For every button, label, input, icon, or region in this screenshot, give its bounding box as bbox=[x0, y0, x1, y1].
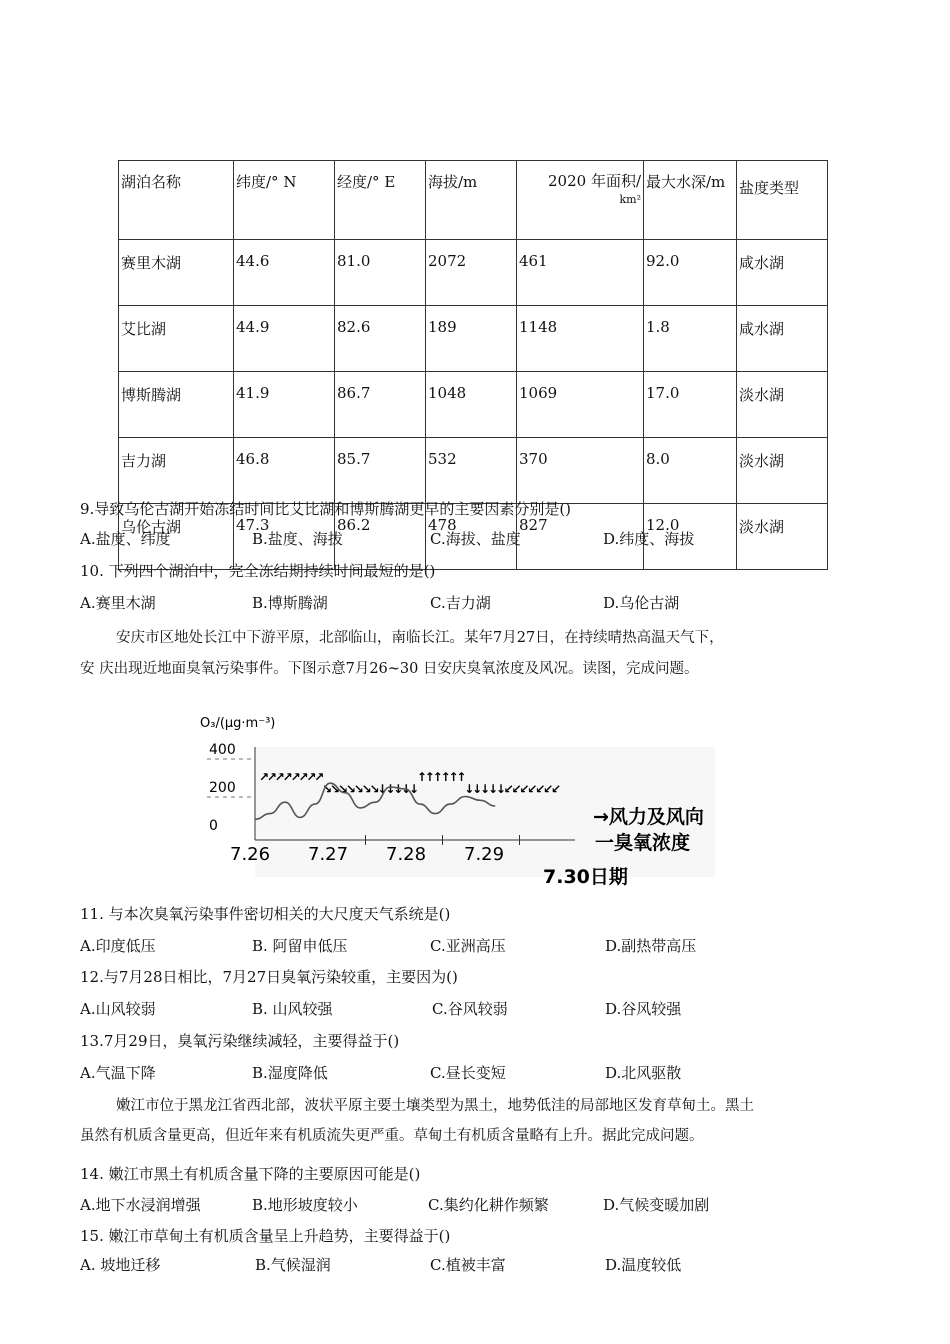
wind-arrow: ↙ bbox=[519, 782, 530, 796]
wind-arrow: ↓ bbox=[377, 782, 388, 796]
cell-altitude: 478 bbox=[426, 504, 517, 570]
header-area-line2: km² bbox=[619, 193, 641, 206]
x-tick-label: 7.26 bbox=[230, 844, 271, 865]
q11-option-a: A.印度低压 bbox=[80, 937, 156, 955]
header-area bbox=[517, 161, 644, 240]
y-tick-label: 0 bbox=[209, 818, 218, 834]
x-tick-label: 7.29 bbox=[464, 844, 505, 865]
wind-arrow: ↑ bbox=[456, 770, 467, 784]
q10-option-a: A.赛里木湖 bbox=[80, 594, 156, 612]
q11-option-d: D.副热带高压 bbox=[605, 937, 697, 955]
q13-option-d: D.北风驱散 bbox=[605, 1064, 682, 1082]
cell-longitude: 86.2 bbox=[335, 504, 426, 570]
cell-area: 1069 bbox=[517, 372, 644, 438]
cell-latitude: 46.8 bbox=[234, 438, 335, 504]
wind-arrow: ↑ bbox=[448, 770, 459, 784]
wind-arrow: ↓ bbox=[472, 782, 483, 796]
wind-arrow: ↘ bbox=[369, 782, 380, 796]
wind-arrow: ↙ bbox=[511, 782, 522, 796]
y-tick-label: 400 bbox=[209, 742, 236, 758]
q9-option-c: C.海拔、盐度 bbox=[430, 530, 521, 548]
table-header-row bbox=[119, 161, 828, 240]
cell-longitude: 82.6 bbox=[335, 306, 426, 372]
q9-option-b: B.盐度、海拔 bbox=[252, 530, 343, 548]
cell-max-depth: 8.0 bbox=[644, 438, 737, 504]
question-14-stem: 14. 嫩江市黑土有机质含量下降的主要原因可能是() bbox=[80, 1165, 421, 1183]
cell-area: 461 bbox=[517, 240, 644, 306]
cell-max-depth: 17.0 bbox=[644, 372, 737, 438]
wind-arrow: ↗ bbox=[314, 770, 325, 784]
cell-salinity: 淡水湖 bbox=[737, 372, 828, 438]
table-row bbox=[119, 372, 828, 438]
question-11-stem: 11. 与本次臭氧污染事件密切相关的大尺度天气系统是() bbox=[80, 905, 451, 923]
wind-arrow: ↘ bbox=[322, 782, 333, 796]
legend-ozone: 一臭氧浓度 bbox=[595, 832, 691, 854]
header-area-line1: 2020 年面积/ bbox=[548, 172, 641, 190]
q9-option-a: A.盐度、纬度 bbox=[80, 530, 171, 548]
x-tick-label: 7.27 bbox=[308, 844, 349, 865]
cell-lake-name: 艾比湖 bbox=[119, 306, 234, 372]
header-salinity: 盐度类型 bbox=[737, 161, 828, 240]
cell-salinity: 咸水湖 bbox=[737, 306, 828, 372]
q15-option-d: D.温度较低 bbox=[605, 1256, 682, 1274]
wind-arrow: ↗ bbox=[306, 770, 317, 784]
table-row bbox=[119, 438, 828, 504]
q13-option-b: B.湿度降低 bbox=[252, 1064, 328, 1082]
ozone-wind-chart bbox=[195, 705, 735, 890]
chart-ylabel: O₃/(μg·m⁻³) bbox=[200, 716, 276, 731]
wind-arrow: ↑ bbox=[432, 770, 443, 784]
wind-arrow: ↓ bbox=[487, 782, 499, 796]
passage-1-line-1: 安庆市区地处长江中下游平原，北部临山，南临长江。某年7月27日，在持续晴热高温天气下， bbox=[116, 630, 724, 646]
cell-altitude: 1048 bbox=[426, 372, 517, 438]
wind-arrow: ↑ bbox=[424, 770, 435, 784]
q15-option-c: C.植被丰富 bbox=[430, 1256, 506, 1274]
wind-arrow: ↙ bbox=[543, 782, 554, 796]
cell-longitude: 85.7 bbox=[335, 438, 426, 504]
cell-latitude: 47.3 bbox=[234, 504, 335, 570]
q14-option-a: A.地下水浸润增强 bbox=[80, 1196, 201, 1214]
cell-lake-name: 赛里木湖 bbox=[119, 240, 234, 306]
table-row bbox=[119, 240, 828, 306]
cell-latitude: 44.9 bbox=[234, 306, 335, 372]
cell-altitude: 2072 bbox=[426, 240, 517, 306]
wind-arrow: ↗ bbox=[266, 770, 277, 784]
cell-lake-name: 博斯腾湖 bbox=[119, 372, 234, 438]
q14-option-b: B.地形坡度较小 bbox=[252, 1196, 358, 1214]
wind-arrow: ↓ bbox=[393, 782, 404, 796]
cell-latitude: 44.6 bbox=[234, 240, 335, 306]
header-altitude: 海拔/m bbox=[426, 161, 517, 240]
header-lake-name: 湖泊名称 bbox=[119, 161, 234, 240]
wind-arrow: ↘ bbox=[361, 782, 372, 796]
cell-lake-name: 乌伦古湖 bbox=[119, 504, 234, 570]
q10-option-d: D.乌伦古湖 bbox=[603, 594, 680, 612]
q11-option-b: B. 阿留申低压 bbox=[252, 937, 348, 955]
question-10-stem: 10. 下列四个湖泊中，完全冻结期持续时间最短的是() bbox=[80, 562, 436, 580]
wind-arrow: ↓ bbox=[385, 782, 396, 796]
wind-arrow: ↙ bbox=[551, 782, 562, 796]
wind-arrow: ↘ bbox=[337, 782, 349, 796]
passage-2-line-1: 嫩江市位于黑龙江省西北部，波状平原主要土壤类型为黑土，地势低洼的局部地区发育草甸土。黑土 bbox=[116, 1098, 754, 1114]
header-max-depth: 最大水深/m bbox=[644, 161, 737, 240]
cell-salinity: 淡水湖 bbox=[737, 504, 828, 570]
passage-2-line-2: 虽然有机质含量更高，但近年来有机质流失更严重。草甸土有机质含量略有上升。据此完成问题。 bbox=[80, 1128, 704, 1144]
wind-arrow: ↘ bbox=[345, 782, 356, 796]
wind-arrow: ↙ bbox=[503, 782, 514, 796]
cell-lake-name: 吉力湖 bbox=[119, 438, 234, 504]
q11-option-c: C.亚洲高压 bbox=[430, 937, 506, 955]
wind-arrow: ↓ bbox=[464, 782, 475, 796]
cell-altitude: 532 bbox=[426, 438, 517, 504]
cell-salinity: 咸水湖 bbox=[737, 240, 828, 306]
q10-option-b: B.博斯腾湖 bbox=[252, 594, 328, 612]
wind-arrow: ↗ bbox=[290, 770, 301, 784]
cell-latitude: 41.9 bbox=[234, 372, 335, 438]
cell-area: 1148 bbox=[517, 306, 644, 372]
wind-arrow: ↓ bbox=[401, 782, 412, 796]
cell-max-depth: 1.8 bbox=[644, 306, 737, 372]
question-13-stem: 13.7月29日，臭氧污染继续减轻，主要得益于() bbox=[80, 1032, 400, 1050]
wind-arrow: ↗ bbox=[298, 770, 309, 784]
cell-max-depth: 12.0 bbox=[644, 504, 737, 570]
q12-option-c: C.谷风较弱 bbox=[432, 1000, 508, 1018]
passage-1-line-2: 安 庆出现近地面臭氧污染事件。下图示意7月26~30 日安庆臭氧浓度及风况。读图，完成问题。 bbox=[80, 661, 699, 677]
x-tick-label: 7.28 bbox=[386, 844, 427, 865]
wind-arrow: ↗ bbox=[282, 770, 293, 784]
cell-longitude: 86.7 bbox=[335, 372, 426, 438]
cell-area: 827 bbox=[517, 504, 644, 570]
legend-wind: →风力及风向 bbox=[593, 806, 704, 828]
q12-option-a: A.山风较弱 bbox=[80, 1000, 156, 1018]
x-last-label: 7.30日期 bbox=[543, 866, 628, 888]
q12-option-d: D.谷风较强 bbox=[605, 1000, 682, 1018]
wind-arrow: ↘ bbox=[353, 782, 364, 796]
wind-arrow: ↗ bbox=[274, 770, 285, 784]
wind-arrow: ↑ bbox=[416, 770, 427, 784]
cell-altitude: 189 bbox=[426, 306, 517, 372]
wind-arrow: ↙ bbox=[527, 782, 538, 796]
q10-option-c: C.吉力湖 bbox=[430, 594, 491, 612]
table-row bbox=[119, 306, 828, 372]
cell-longitude: 81.0 bbox=[335, 240, 426, 306]
q15-option-a: A. 坡地迁移 bbox=[80, 1256, 161, 1274]
q12-option-b: B. 山风较强 bbox=[252, 1000, 333, 1018]
wind-arrow: ↙ bbox=[535, 782, 546, 796]
question-12-stem: 12.与7月28日相比，7月27日臭氧污染较重，主要因为() bbox=[80, 968, 458, 986]
q14-option-c: C.集约化耕作频繁 bbox=[428, 1196, 549, 1214]
q13-option-a: A.气温下降 bbox=[80, 1064, 156, 1082]
wind-arrow: ↓ bbox=[480, 782, 491, 796]
question-15-stem: 15. 嫩江市草甸土有机质含量呈上升趋势，主要得益于() bbox=[80, 1227, 451, 1245]
wind-arrow: ↓ bbox=[409, 782, 420, 796]
header-latitude: 纬度/° N bbox=[234, 161, 335, 240]
wind-arrow: ↗ bbox=[259, 770, 270, 784]
cell-area: 370 bbox=[517, 438, 644, 504]
cell-max-depth: 92.0 bbox=[644, 240, 737, 306]
wind-arrow: ↓ bbox=[495, 782, 506, 796]
q9-option-d: D.纬度、海拔 bbox=[603, 530, 695, 548]
q14-option-d: D.气候变暖加剧 bbox=[603, 1196, 710, 1214]
wind-arrow: ↘ bbox=[330, 782, 341, 796]
q15-option-b: B.气候湿润 bbox=[255, 1256, 331, 1274]
cell-salinity: 淡水湖 bbox=[737, 438, 828, 504]
question-9-stem: 9.导致乌伦古湖开始冻结时间比艾比湖和博斯腾湖更早的主要因素分别是() bbox=[80, 500, 572, 518]
wind-arrow: ↑ bbox=[440, 770, 451, 784]
y-tick-label: 200 bbox=[209, 780, 236, 796]
header-longitude: 经度/° E bbox=[335, 161, 426, 240]
q13-option-c: C.昼长变短 bbox=[430, 1064, 506, 1082]
